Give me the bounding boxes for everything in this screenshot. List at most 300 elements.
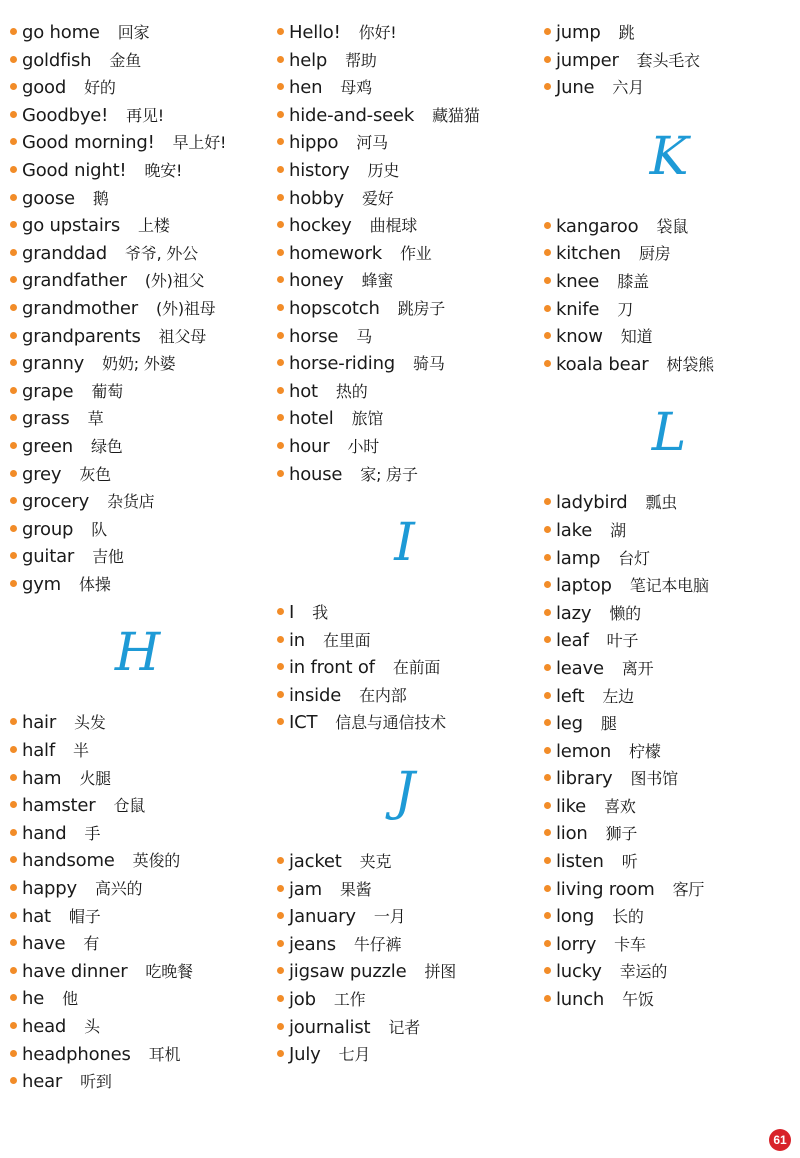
bullet-icon [544,526,551,533]
bullet-icon [277,940,284,947]
chinese-translation: 马 [356,326,373,346]
bullet-icon [277,912,284,919]
bullet-icon [277,332,284,339]
chinese-translation: 曲棍球 [369,216,418,236]
bullet-icon [544,332,551,339]
vocab-entry [544,240,794,268]
vocab-entry [544,903,794,931]
vocab-entry [544,931,794,959]
vocab-entry [10,516,265,544]
english-word: listen [556,851,604,873]
bullet-icon [277,470,284,477]
english-word: lorry [556,933,597,955]
english-word: knee [556,270,600,292]
english-word: hot [289,380,318,402]
chinese-translation: 拼图 [424,962,457,982]
bullet-icon [277,414,284,421]
chinese-translation: 离开 [621,658,654,678]
english-word: hockey [289,215,352,237]
english-word: lion [556,823,588,845]
bullet-icon [544,967,551,974]
vocab-entry [277,709,532,737]
vocab-entry [544,986,794,1014]
vocab-entry [10,765,265,793]
chinese-translation: 刀 [617,299,634,319]
english-word: grape [22,380,74,402]
english-word: hide-and-seek [289,104,415,126]
vocab-entry [10,930,265,958]
bullet-icon [544,277,551,284]
english-word: kangaroo [556,215,639,237]
column-3 [544,19,794,1014]
chinese-translation: 头发 [74,713,106,733]
english-word: half [22,740,55,762]
bullet-icon [277,387,284,394]
chinese-translation: 在前面 [392,658,441,678]
chinese-translation: 听到 [80,1072,112,1092]
bullet-icon [277,276,284,283]
vocab-entry [544,489,794,517]
chinese-translation: 好的 [84,78,116,98]
vocab-entry [544,765,794,793]
english-word: ladybird [556,492,628,514]
chinese-translation: 在里面 [323,630,371,650]
page-number: 61 [769,1129,791,1151]
bullet-icon [277,442,284,449]
vocab-entry [277,848,532,876]
chinese-translation: 队 [91,519,108,539]
english-word: lucky [556,961,602,983]
vocab-entry [544,517,794,545]
chinese-translation: 卡车 [614,934,646,954]
bullet-icon [277,636,284,643]
chinese-translation: 知道 [620,327,653,347]
english-word: January [289,906,356,928]
english-word: lake [556,519,593,541]
vocab-entry [10,1041,265,1069]
vocab-entry [544,351,794,379]
bullet-icon [10,497,17,504]
english-word: jacket [289,851,342,873]
vocab-entry [10,157,265,185]
vocab-entry [277,102,532,130]
chinese-translation: 旅馆 [351,409,384,429]
english-word: leaf [556,630,589,652]
english-word: headphones [22,1043,131,1065]
section-letter: L [651,403,687,464]
chinese-translation: 母鸡 [340,78,372,98]
column-2 [277,19,532,1069]
english-word: go upstairs [22,215,121,237]
english-word: horse [289,325,339,347]
bullet-icon [277,221,284,228]
english-word: jumper [556,49,619,71]
vocab-entry [10,74,265,102]
chinese-translation: 骑马 [413,354,445,374]
vocab-entry [10,737,265,765]
chinese-translation: 柠檬 [629,741,661,761]
english-word: goose [22,187,75,209]
english-word: left [556,685,585,707]
english-word: know [556,326,603,348]
bullet-icon [544,885,551,892]
vocab-entry [544,323,794,351]
chinese-translation: 一月 [373,907,406,927]
vocab-entry [544,793,794,821]
bullet-icon [10,304,17,311]
english-word: handsome [22,850,115,872]
vocab-entry [544,19,794,47]
vocab-entry [10,571,265,599]
vocab-entry [10,129,265,157]
english-word: have dinner [22,960,128,982]
english-word: he [22,988,45,1010]
chinese-translation: 草 [87,409,104,429]
vocab-entry [10,1013,265,1041]
chinese-translation: 客厅 [672,879,705,899]
vocab-entry [277,295,532,323]
chinese-translation: 灰色 [79,464,111,484]
vocab-entry [10,47,265,75]
chinese-translation: 记者 [388,1017,420,1037]
bullet-icon [544,940,551,947]
chinese-translation: 奶奶; 外婆 [102,354,176,374]
bullet-icon [10,1050,17,1057]
bullet-icon [544,829,551,836]
section-letter: J [394,762,415,823]
english-word: job [289,989,316,1011]
vocab-entry [10,102,265,130]
chinese-translation: 信息与通信技术 [335,713,446,733]
bullet-icon [10,580,17,587]
vocab-entry [10,433,265,461]
vocab-entry [544,545,794,573]
vocab-entry [544,213,794,241]
bullet-icon [10,718,17,725]
vocab-entry [544,710,794,738]
chinese-translation: 有 [83,934,100,954]
english-word: happy [22,878,77,900]
english-word: lamp [556,547,601,569]
english-word: hotel [289,408,334,430]
english-word: living room [556,878,655,900]
chinese-translation: 六月 [612,78,645,98]
chinese-translation: 英俊的 [132,851,181,871]
english-word: kitchen [556,243,621,265]
vocab-entry [10,461,265,489]
vocab-entry [544,820,794,848]
english-word: in [289,629,306,651]
bullet-icon [544,995,551,1002]
section-letter: K [649,126,689,187]
english-word: Hello! [289,22,341,43]
vocab-entry [10,1068,265,1096]
english-word: knife [556,298,600,320]
english-word: hobby [289,187,344,209]
bullet-icon [10,138,17,145]
vocab-entry [277,903,532,931]
vocab-entry [544,47,794,75]
chinese-translation: 湖 [610,520,626,540]
vocab-entry [277,405,532,433]
english-word: group [22,518,74,540]
vocab-entry [544,296,794,324]
english-word: jump [556,22,601,43]
bullet-icon [544,692,551,699]
vocab-entry [277,129,532,157]
english-word: granddad [22,242,107,264]
chinese-translation: 工作 [333,990,366,1010]
vocab-entry [277,627,532,655]
chinese-translation: 牛仔裤 [353,934,402,954]
bullet-icon [544,912,551,919]
vocab-entry [277,433,532,461]
bullet-icon [544,222,551,229]
english-word: laptop [556,575,612,597]
english-word: hat [22,905,51,927]
bullet-icon [10,359,17,366]
bullet-icon [544,498,551,505]
english-word: grandmother [22,297,138,319]
chinese-translation: 爷爷, 外公 [124,243,198,263]
vocab-entry [544,738,794,766]
chinese-translation: 在内部 [359,685,407,705]
bullet-icon [10,276,17,283]
bullet-icon [10,994,17,1001]
chinese-translation: 热的 [335,381,368,401]
chinese-translation: 再见! [126,105,164,125]
vocab-entry [544,627,794,655]
chinese-translation: 图书馆 [630,769,678,789]
chinese-translation: 你好! [358,23,397,42]
chinese-translation: 河马 [356,133,388,153]
chinese-translation: 帮助 [345,50,377,70]
vocab-entry [277,654,532,682]
english-word: history [289,159,350,181]
chinese-translation: 跳房子 [397,298,446,318]
chinese-translation: 杂货店 [107,492,155,512]
chinese-translation: 跳 [618,23,635,42]
bullet-icon [544,83,551,90]
bullet-icon [544,719,551,726]
vocab-entry [10,405,265,433]
chinese-translation: 手 [84,823,101,843]
vocab-entry [277,267,532,295]
english-word: jigsaw puzzle [289,961,407,983]
chinese-translation: 叶子 [606,631,639,651]
chinese-translation: 半 [72,741,89,761]
vocab-entry [10,488,265,516]
vocab-entry [277,185,532,213]
vocab-entry [10,19,265,47]
chinese-translation: 高兴的 [94,879,143,899]
bullet-icon [10,774,17,781]
english-word: lazy [556,602,592,624]
bullet-icon [10,552,17,559]
bullet-icon [544,747,551,754]
chinese-translation: 藏猫猫 [432,105,480,125]
chinese-translation: 小时 [347,436,380,456]
vocab-entry [277,157,532,185]
bullet-icon [544,28,551,35]
vocab-entry [10,350,265,378]
english-word: have [22,933,66,955]
chinese-translation: 吃晚餐 [145,961,193,981]
bullet-icon [277,691,284,698]
chinese-translation: 祖父母 [158,326,207,346]
english-word: jeans [289,933,336,955]
vocab-entry [277,682,532,710]
bullet-icon [10,884,17,891]
chinese-translation: 爱好 [361,188,394,208]
chinese-translation: 晚安! [144,160,183,180]
chinese-translation: 午饭 [622,990,654,1010]
vocab-entry [10,820,265,848]
bullet-icon [544,56,551,63]
chinese-translation: (外)祖父 [144,271,205,291]
bullet-icon [544,664,551,671]
chinese-translation: 长的 [612,907,644,927]
chinese-translation: 我 [312,603,328,623]
chinese-translation: 绿色 [91,436,123,456]
bullet-icon [10,414,17,421]
english-word: granny [22,353,85,375]
section-letter: I [394,513,415,574]
bullet-icon [277,663,284,670]
bullet-icon [544,774,551,781]
english-word: long [556,906,595,928]
chinese-translation: 腿 [600,714,617,734]
bullet-icon [10,387,17,394]
bullet-icon [277,967,284,974]
chinese-translation: 幸运的 [619,962,668,982]
english-word: honey [289,270,344,292]
english-word: July [289,1044,321,1066]
chinese-translation: 膝盖 [617,271,649,291]
english-word: grocery [22,491,90,513]
bullet-icon [544,554,551,561]
chinese-translation: 吉他 [92,547,124,567]
chinese-translation: 早上好! [172,133,227,153]
chinese-translation: 仓鼠 [113,796,146,816]
english-word: grandfather [22,270,127,292]
english-word: grass [22,408,70,430]
bullet-icon [10,470,17,477]
bullet-icon [277,359,284,366]
chinese-translation: 笔记本电脑 [629,576,709,596]
vocab-entry [277,378,532,406]
vocab-entry [10,212,265,240]
bullet-icon [10,1077,17,1084]
vocab-entry [277,461,532,489]
vocab-entry [544,876,794,904]
vocab-entry [10,903,265,931]
chinese-translation: 瓢虫 [645,493,678,513]
english-word: hear [22,1071,63,1093]
vocab-entry [544,655,794,683]
vocab-entry [10,543,265,571]
bullet-icon [277,138,284,145]
english-word: in front of [289,657,375,679]
english-word: Goodbye! [22,104,109,126]
vocab-entry [544,74,794,102]
english-word: leg [556,713,583,735]
bullet-icon [10,221,17,228]
english-word: goldfish [22,49,92,71]
vocab-entry [277,212,532,240]
bullet-icon [10,56,17,63]
english-word: lemon [556,740,612,762]
english-word: journalist [289,1016,371,1038]
english-word: guitar [22,546,75,568]
chinese-translation: 厨房 [638,244,671,264]
english-word: help [289,49,328,71]
bullet-icon [10,912,17,919]
column-1 [10,19,265,1096]
english-word: go home [22,22,100,43]
english-word: koala bear [556,353,649,375]
chinese-translation: 懒的 [609,603,641,623]
english-word: gym [22,573,62,595]
bullet-icon [10,83,17,90]
chinese-translation: 七月 [338,1045,371,1065]
bullet-icon [10,939,17,946]
bullet-icon [277,885,284,892]
english-word: hen [289,77,323,99]
bullet-icon [10,28,17,35]
bullet-icon [10,111,17,118]
vocab-entry [277,599,532,627]
bullet-icon [10,166,17,173]
english-word: grandparents [22,325,141,347]
bullet-icon [277,166,284,173]
bullet-icon [10,249,17,256]
bullet-icon [10,967,17,974]
bullet-icon [277,194,284,201]
bullet-icon [277,1050,284,1057]
bullet-icon [544,581,551,588]
english-word: hour [289,435,330,457]
english-word: Good night! [22,159,127,181]
vocab-entry [277,1014,532,1042]
bullet-icon [10,525,17,532]
vocab-entry [544,572,794,600]
bullet-icon [277,56,284,63]
bullet-icon [277,304,284,311]
vocab-entry [10,240,265,268]
bullet-icon [544,249,551,256]
bullet-icon [10,194,17,201]
english-word: library [556,768,613,790]
chinese-translation: 鹅 [92,188,109,208]
chinese-translation: 夹克 [359,852,392,872]
chinese-translation: 听 [621,852,638,872]
english-word: like [556,795,587,817]
bullet-icon [544,305,551,312]
vocab-entry [277,931,532,959]
chinese-translation: 他 [62,989,78,1009]
chinese-translation: 袋鼠 [656,216,689,236]
bullet-icon [277,1023,284,1030]
vocab-entry [277,876,532,904]
bullet-icon [277,608,284,615]
chinese-translation: 火腿 [79,768,111,788]
chinese-translation: 上楼 [138,216,170,236]
bullet-icon [10,829,17,836]
chinese-translation: 蜂蜜 [361,271,394,291]
english-word: leave [556,657,604,679]
english-word: head [22,1016,67,1037]
